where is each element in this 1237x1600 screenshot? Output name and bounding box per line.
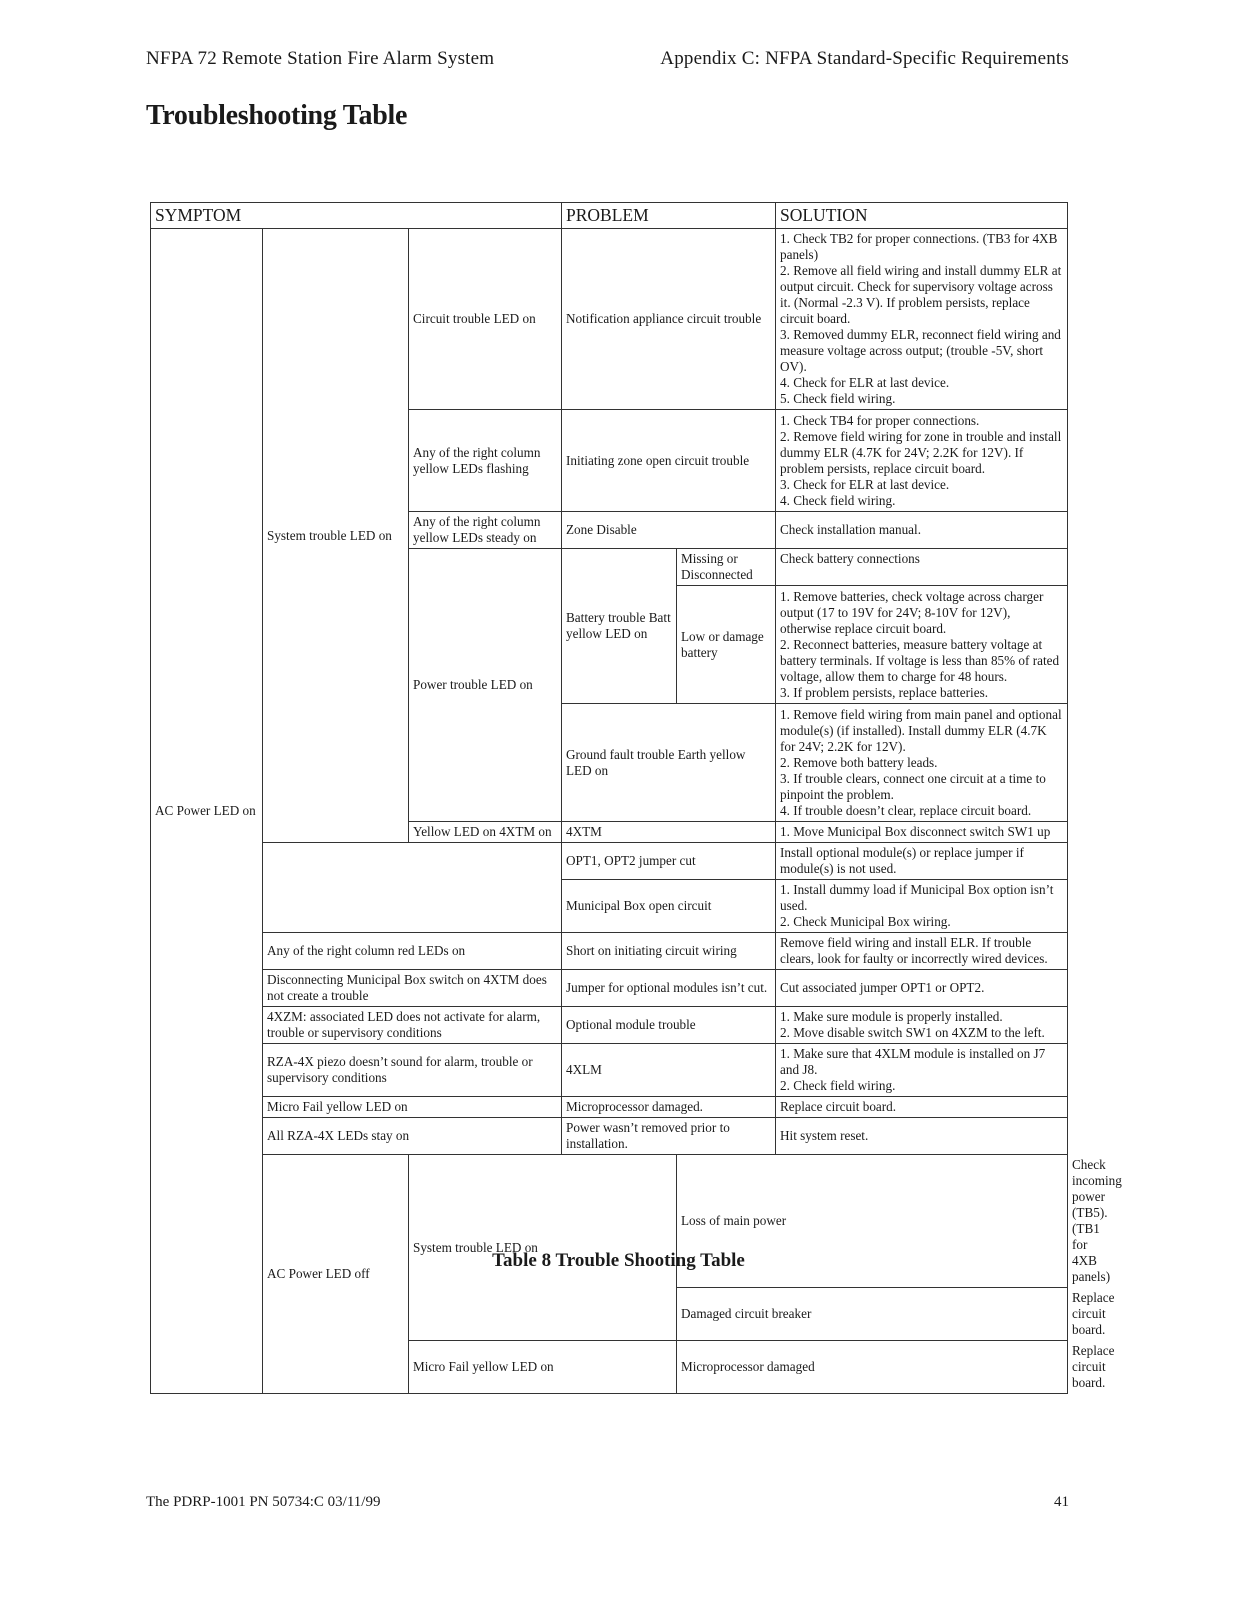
- solution-line: 2. Check field wiring.: [780, 1078, 896, 1093]
- symptom-power-trouble: Power trouble LED on: [409, 549, 562, 822]
- solution-line: 3. If trouble clears, connect one circuit at a time to pinpoint the problem.: [780, 770, 1046, 802]
- symptom-4xzm: 4XZM: associated LED does not activate for alarm, trouble or supervisory conditions: [263, 1007, 562, 1044]
- solution-line: 2. Remove field wiring for zone in trouble and install dummy ELR (4.7K for 24V; 2.2K for 12V). If problem persists, replace circuit board.: [780, 428, 1062, 476]
- problem-low-damage: Low or damage battery: [677, 586, 776, 704]
- header-symptom: SYMPTOM: [151, 203, 562, 229]
- solution-low-damage: [776, 586, 1068, 704]
- problem-zone-disable: Zone Disable: [562, 512, 776, 549]
- symptom-micro-fail-off: Micro Fail yellow LED on: [409, 1341, 677, 1394]
- solution-line: 1. Make sure that 4XLM module is installed on J7 and J8.: [780, 1046, 1046, 1077]
- problem-izc: Initiating zone open circuit trouble: [562, 410, 776, 512]
- solution-line: 4. Check for ELR at last device.: [780, 375, 950, 390]
- solution-line: 1. Remove batteries, check voltage across charger output (17 to 19V for 24V; 8-10V for 12V), otherwise replace circuit board.: [780, 588, 1044, 636]
- symptom-ac-power-off: AC Power LED off: [263, 1155, 409, 1394]
- solution-izc: [776, 410, 1068, 512]
- solution-line: 3. If problem persists, replace batteries.: [780, 684, 988, 700]
- solution-short-idc: Remove field wiring and install ELR. If trouble clears, look for faulty or incorrectly wired devices.: [776, 933, 1068, 970]
- header-problem: PROBLEM: [562, 203, 776, 229]
- problem-battery: Battery trouble Batt yellow LED on: [562, 549, 677, 704]
- solution-power-not-removed: Hit system reset.: [776, 1118, 1068, 1155]
- symptom-blank: [263, 843, 562, 933]
- solution-line: 3. Check for ELR at last device.: [780, 476, 950, 492]
- table-row: Damaged circuit breaker Replace circuit board.: [151, 1288, 1068, 1341]
- solution-jumper-opt: Cut associated jumper OPT1 or OPT2.: [776, 970, 1068, 1007]
- solution-ground-fault: [776, 704, 1068, 822]
- running-header-left: NFPA 72 Remote Station Fire Alarm System: [146, 48, 495, 69]
- table-row: [151, 1044, 1068, 1097]
- problem-loss-power: Loss of main power: [677, 1155, 1068, 1288]
- troubleshooting-table: [150, 202, 1122, 1394]
- symptom-red-leds: Any of the right column red LEDs on: [263, 933, 562, 970]
- problem-ground-fault: Ground fault trouble Earth yellow LED on: [562, 704, 776, 822]
- problem-missing: Missing or Disconnected: [677, 549, 776, 586]
- solution-line: 1. Make sure module is properly installed.: [780, 1009, 1003, 1024]
- solution-line: 4. Check field wiring.: [780, 492, 896, 508]
- footer-doc-id: The PDRP-1001 PN 50734:C 03/11/99: [146, 1494, 381, 1510]
- page-number: 41: [1054, 1494, 1069, 1510]
- table-row: [151, 1007, 1068, 1044]
- page-title: Troubleshooting Table: [146, 100, 408, 131]
- solution-line: 5. Check field wiring.: [780, 391, 896, 406]
- symptom-yellow-steady: Any of the right column yellow LEDs steady on: [409, 512, 562, 549]
- table-row: [151, 933, 1068, 970]
- solution-line: 1. Install dummy load if Municipal Box option isn’t used.: [780, 882, 1054, 913]
- solution-line: 4. If trouble doesn’t clear, replace circuit board.: [780, 802, 1032, 818]
- solution-zone-disable: Check installation manual.: [776, 512, 1068, 549]
- problem-optional-module: Optional module trouble: [562, 1007, 776, 1044]
- symptom-ac-power-on: AC Power LED on: [151, 229, 263, 1394]
- solution-missing: Check battery connections: [776, 549, 1068, 586]
- symptom-yellow-4xtm: Yellow LED on 4XTM on: [409, 822, 562, 843]
- table-caption: Table 8 Trouble Shooting Table: [492, 1250, 745, 1271]
- solution-line: 2. Remove both battery leads.: [780, 754, 938, 770]
- solution-line: 1. Check TB4 for proper connections.: [780, 412, 980, 428]
- problem-4xtm: 4XTM: [562, 822, 776, 843]
- table-row: [151, 1118, 1068, 1155]
- solution-line: 3. Removed dummy ELR, reconnect field wiring and measure voltage across output; (trouble -5V, short OV).: [780, 327, 1061, 374]
- table-row: Micro Fail yellow LED on Microprocessor damaged Replace circuit board.: [151, 1341, 1068, 1394]
- solution-line: 1. Check TB2 for proper connections. (TB3 for 4XB panels): [780, 231, 1058, 262]
- solution-line: 1. Remove field wiring from main panel and optional module(s) (if installed). Install dummy ELR (4.7K for 24V; 2.2K for 12V).: [780, 706, 1062, 754]
- solution-line: 2. Reconnect batteries, measure battery voltage at battery terminals. If voltage is less than 85% of rated voltage, allow them to charge for 48 hours.: [780, 636, 1060, 684]
- header-solution: SOLUTION: [776, 203, 1068, 229]
- running-header-right: Appendix C: NFPA Standard-Specific Requirements: [660, 48, 1069, 69]
- symptom-municipal-switch: Disconnecting Municipal Box switch on 4XTM does not create a trouble: [263, 970, 562, 1007]
- symptom-system-trouble: System trouble LED on: [263, 229, 409, 843]
- solution-4xtm: 1. Move Municipal Box disconnect switch SW1 up: [776, 822, 1068, 843]
- solution-nac: [776, 229, 1068, 410]
- symptom-yellow-flashing: Any of the right column yellow LEDs flashing: [409, 410, 562, 512]
- solution-opt-jumper: Install optional module(s) or replace jumper if module(s) is not used.: [776, 843, 1068, 880]
- table-row: [151, 970, 1068, 1007]
- problem-municipal-open: Municipal Box open circuit: [562, 880, 776, 933]
- symptom-micro-fail: Micro Fail yellow LED on: [263, 1097, 562, 1118]
- solution-micro-damaged: Replace circuit board.: [776, 1097, 1068, 1118]
- solution-optional-module: [776, 1007, 1068, 1044]
- symptom-rza-piezo: RZA-4X piezo doesn’t sound for alarm, trouble or supervisory conditions: [263, 1044, 562, 1097]
- problem-micro-damaged-off: Microprocessor damaged: [677, 1341, 1068, 1394]
- problem-4xlm: 4XLM: [562, 1044, 776, 1097]
- solution-line: 2. Move disable switch SW1 on 4XZM to the left.: [780, 1025, 1045, 1040]
- solution-municipal-open: [776, 880, 1068, 933]
- problem-nac: Notification appliance circuit trouble: [562, 229, 776, 410]
- table-row: [151, 1097, 1068, 1118]
- symptom-system-trouble-off: System trouble LED on: [409, 1155, 677, 1341]
- problem-jumper-opt: Jumper for optional modules isn’t cut.: [562, 970, 776, 1007]
- problem-power-not-removed: Power wasn’t removed prior to installation.: [562, 1118, 776, 1155]
- symptom-circuit-trouble: Circuit trouble LED on: [409, 229, 562, 410]
- solution-line: 2. Check Municipal Box wiring.: [780, 914, 951, 929]
- table-row: [151, 229, 1068, 410]
- symptom-rza-leds: All RZA-4X LEDs stay on: [263, 1118, 562, 1155]
- solution-line: 2. Remove all field wiring and install dummy ELR at output circuit. Check for supervisory voltage across it. (Normal -2.3 V). If problem persists, replace circuit board.: [780, 263, 1062, 326]
- problem-short-idc: Short on initiating circuit wiring: [562, 933, 776, 970]
- problem-opt-jumper: OPT1, OPT2 jumper cut: [562, 843, 776, 880]
- table-row: AC Power LED off System trouble LED on Loss of main power Check incoming power (TB5). (TB1 for 4XB panels): [151, 1155, 1068, 1288]
- problem-micro-damaged: Microprocessor damaged.: [562, 1097, 776, 1118]
- table-header-row: [151, 203, 1068, 229]
- table-row: [151, 843, 1068, 880]
- problem-breaker: Damaged circuit breaker: [677, 1288, 1068, 1341]
- solution-4xlm: [776, 1044, 1068, 1097]
